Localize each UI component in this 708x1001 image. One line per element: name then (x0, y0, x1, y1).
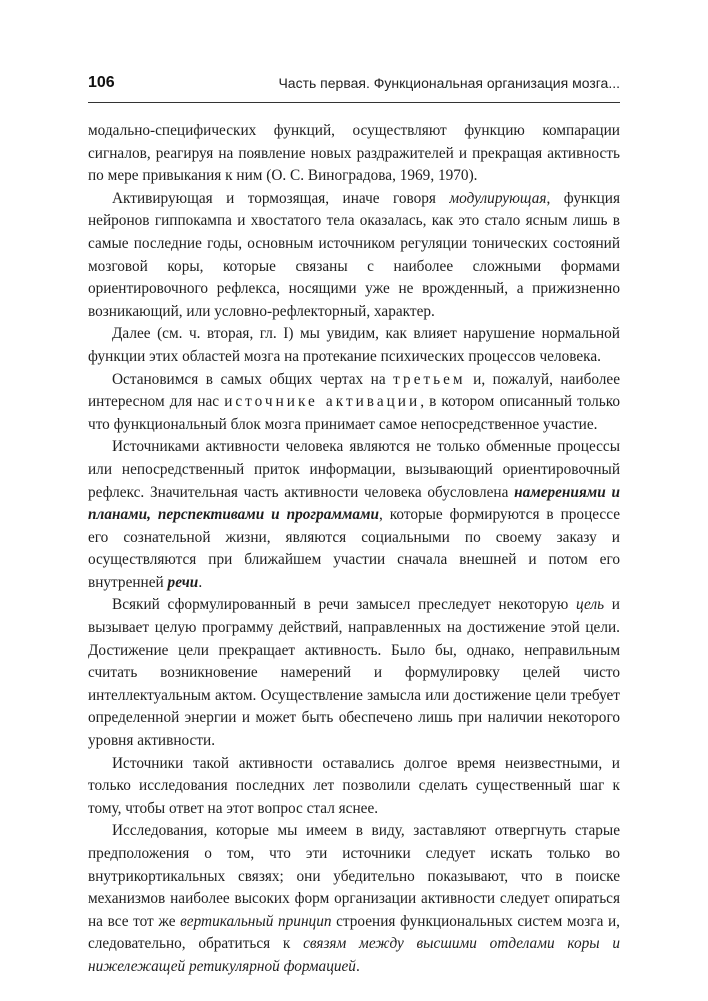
paragraph-7 (88, 753, 620, 821)
text-run: Активирующая и тормозящая, иначе говоря (112, 189, 450, 207)
header-rule (88, 102, 620, 103)
emphasis-vertical-principle: вертикальный принцип (180, 912, 332, 930)
body-text (88, 120, 620, 979)
emphasis-goal: цель (576, 596, 605, 614)
text-run: и вызывает целую программу действий, направленных на достижение этой цели. Достижение цели прекращает активность. Было бы, однако, неправильным считать возникновение намерений и формулировку целей чисто интеллектуальным актом. Осуществление замысла или достижение цели требует определенной энергии и может быть обеспечено лишь при наличии некоторого уровня активности. (88, 596, 620, 750)
paragraph-8 (88, 820, 620, 978)
spaced-third: третьем (393, 370, 466, 388)
emphasis-cortex-links: связям между высшими отделами коры и нижележащей ретикулярной формацией (88, 935, 620, 975)
bold-italic-speech: речи (167, 573, 199, 591)
paragraph-1 (88, 120, 620, 188)
text-run: , функция нейронов гиппокампа и хвостатого тела оказалась, как это стало ясным лишь в самые последние годы, основным источником регуляции тонических состояний мозговой коры, которые связаны с наиболее сложными формами ориентировочного рефлекса, носящими уже не врожденный, а прижизненно возникающий, или условно-рефлекторный, характер. (88, 189, 620, 320)
paragraph-3 (88, 323, 620, 368)
text-run: Всякий сформулированный в речи замысел преследует некоторую (112, 596, 577, 614)
paragraph-6 (88, 594, 620, 752)
paragraph-5 (88, 436, 620, 594)
text-run: Источниками активности человека являются не только обменные процессы или непосредственный приток информации, вызывающий ориентировочный рефлекс. Значительная часть активности человека обусловлена (88, 438, 620, 501)
bold-italic-intentions: намерениями и планами, перспективами и программами (88, 483, 621, 524)
page-header (88, 72, 620, 100)
emphasis-modulating: модулирующая (449, 189, 547, 207)
text-run: . (355, 957, 360, 975)
text-run: модально-специфических функций, осуществляют функцию компарации сигналов, реагируя на появление новых раздражителей и прекращая активность по мере привыкания к ним (О. С. Виноградова, 1969, 1970). (88, 122, 620, 185)
text-run: , в котором описанный только что функциональный блок мозга принимает самое непосредственное участие. (88, 393, 621, 433)
paragraph-4 (88, 369, 620, 437)
text-run: Остановимся в самых общих чертах на (112, 370, 394, 388)
running-head: Часть первая. Функциональная организация мозга... (278, 75, 620, 91)
text-run: . (198, 573, 203, 591)
text-run: строения функциональных систем мозга и, следовательно, обратиться к (88, 912, 620, 953)
text-run: , которые формируются в процессе его сознательной жизни, являются социальными по своему заказу и осуществляются при ближайшем участии сначала внешней и потом его внутренней (88, 506, 620, 591)
text-run: Исследования, которые мы имеем в виду, заставляют отвергнуть старые предположения о том, что эти источники следует искать только во внутрикортикальных связях; они убедительно показывают, что в поиске механизмов наиболее высоких форм организации активности следует опираться на все тот же (88, 822, 620, 930)
text-run: Далее (см. ч. вторая, гл. I) мы увидим, как влияет нарушение нормальной функции этих областей мозга на протекание психических процессов человека. (88, 325, 620, 365)
spaced-activation-source: источнике активации (224, 393, 421, 411)
text-run: и, пожалуй, наиболее интересном для нас (88, 370, 621, 411)
text-run: Источники такой активности оставались долгое время неизвестными, и только исследования последних лет позволили сделать существенный шаг к тому, чтобы ответ на этот вопрос стал яснее. (88, 754, 620, 817)
paragraph-2 (88, 188, 620, 324)
page-number: 106 (88, 74, 115, 91)
